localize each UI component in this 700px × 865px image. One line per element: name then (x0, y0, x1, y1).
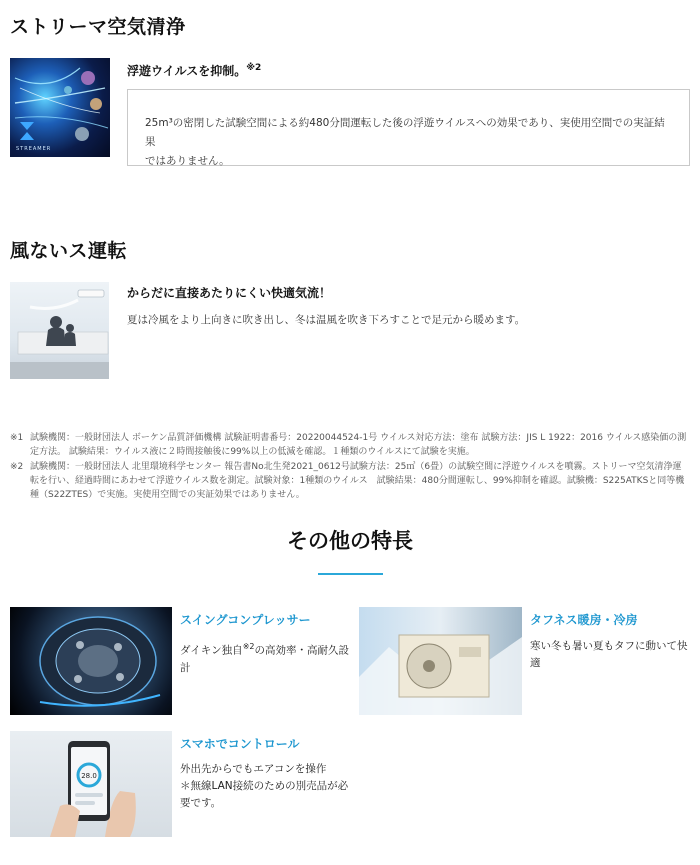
other-features-title: その他の特長 (287, 529, 413, 553)
streamer-image (10, 58, 110, 157)
streamer-note-line1: 25m³の密閉した試験空間による約480分間運転した後の浮遊ウイルスへの効果であり、実使用空間での実証結果 (145, 117, 665, 148)
phone-temperature: 28.0 (81, 772, 97, 780)
streamer-note-line2: ではありません。 (145, 155, 230, 167)
footnote-text: 試験機関：一般財団法人 ボーケン品質評価機構 試験証明書番号：20220044524-1号 ウイルス対応方法：塗布 試験方法：JIS L 1922：2016 ウイルス感染価の測定方法。 試験結果：ウイルス液に２時間接触後に99%以上の低減を確認。１種類のウイルスにて試験を実施。 (30, 433, 687, 457)
swing-compressor-image (10, 607, 172, 715)
footnote-1 (10, 431, 690, 459)
footnote-mark: ※1 (10, 433, 24, 443)
smartphone-desc-line2: ＊無線LAN接続のための別売品が必要です。 (180, 780, 349, 809)
compressor-illustration (10, 607, 172, 715)
streamer-heading-note: ※2 (246, 63, 262, 73)
streamer-note-box (127, 89, 690, 166)
hand-phone-illustration (10, 731, 172, 837)
smartphone-control-title: スマホでコントロール (180, 737, 300, 751)
smartphone-desc-line1: 外出先からでもエアコンを操作 (180, 763, 327, 775)
streamer-heading (127, 62, 261, 79)
footnotes (10, 431, 690, 503)
swing-compressor-description (180, 638, 350, 677)
swing-desc-post: の高効率・高耐久設計 (180, 644, 349, 674)
swing-desc-note: ※2 (242, 642, 255, 651)
streamer-rays (10, 58, 110, 157)
footnote-2 (10, 460, 690, 502)
kaze-image (10, 282, 109, 379)
streamer-logo-icon (18, 120, 36, 142)
streamer-section-title: ストリーマ空気清浄 (10, 16, 186, 38)
kaze-section-title: 風ないス運転 (10, 240, 128, 262)
smartphone-control-description (180, 761, 350, 812)
kaze-room-illustration (10, 282, 109, 379)
streamer-logo-text: STREAMER (16, 146, 52, 152)
kaze-heading: からだに直接あたりにくい快適気流！ (127, 286, 332, 300)
footnote-text: 試験機関：一般財団法人 北里環境科学センター 報告書No北生発2021_0612号試験方法：25㎥（6畳）の試験空間に浮遊ウイルスを噴霧。ストリーマ空気清浄運転を行い、経過時間にあわせて浮遊ウイルス数を測定。試験対象：1種類のウイルス 試験結果：480分間運転し、99%抑制を確認。試験機：S225ATKSと同等機種（S22ZTES）で実施。実使用空間での実証効果ではありません。 (30, 462, 685, 500)
toughness-title: タフネス暖房・冷房 (530, 613, 638, 627)
kaze-description: 夏は冷風をより上向きに吹き出し、冬は温風を吹き下ろすことで足元から暖めます。 (127, 314, 526, 326)
streamer-heading-text: 浮遊ウイルスを抑制。 (127, 64, 247, 78)
swing-compressor-title: スイングコンプレッサー (180, 613, 311, 627)
swing-desc-pre: ダイキン独自 (180, 644, 243, 657)
toughness-image (359, 607, 522, 715)
footnote-mark: ※2 (10, 462, 24, 472)
title-underline (318, 573, 383, 575)
outdoor-unit-illustration (359, 607, 522, 715)
smartphone-image (10, 731, 172, 837)
toughness-description: 寒い冬も暑い夏もタフに動いて快適 (530, 640, 688, 669)
